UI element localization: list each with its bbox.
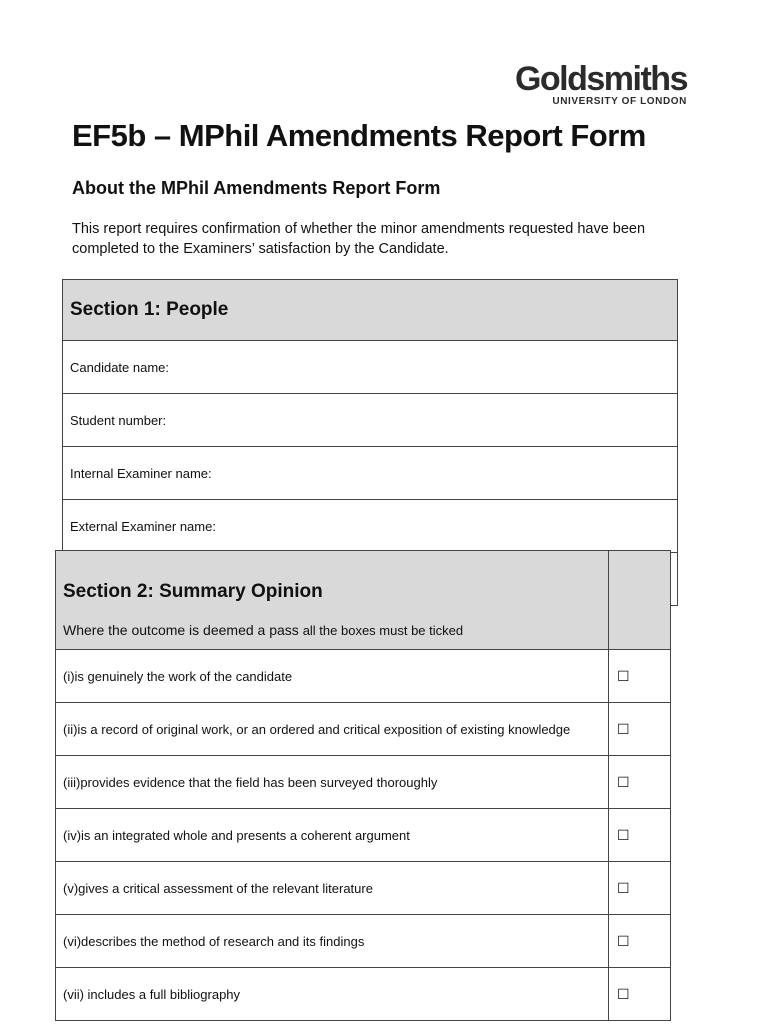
criterion-item: (i)is genuinely the work of the candidate [56, 650, 609, 703]
internal-examiner-field[interactable]: Internal Examiner name: [63, 447, 678, 500]
about-heading: About the MPhil Amendments Report Form [72, 178, 441, 198]
criterion-item: (vi)describes the method of research and its findings [56, 915, 609, 968]
criterion-item: (ii)is a record of original work, or an ordered and critical exposition of existing knowledge [56, 703, 609, 756]
checkbox-icon[interactable]: ☐ [609, 703, 671, 756]
section2-title: Section 2: Summary Opinion [63, 580, 323, 602]
checkbox-icon[interactable]: ☐ [609, 862, 671, 915]
criterion-item: (iv)is an integrated whole and presents a coherent argument [56, 809, 609, 862]
candidate-name-field[interactable]: Candidate name: [63, 341, 678, 394]
checkbox-icon[interactable]: ☐ [609, 650, 671, 703]
criterion-item: (iii)provides evidence that the field has been surveyed thoroughly [56, 756, 609, 809]
logo-wordmark: Goldsmiths [514, 60, 687, 98]
section2-header [56, 551, 609, 650]
external-examiner-field[interactable]: External Examiner name: [63, 500, 678, 553]
form-title: EF5b – MPhil Amendments Report Form [72, 118, 646, 153]
student-number-field[interactable]: Student number: [63, 394, 678, 447]
section2-summary-table [55, 550, 671, 1021]
about-text: This report requires confirmation of whether the minor amendments requested have been completed to the Examiners’ satisfaction by the Candidate. [72, 221, 646, 257]
checkbox-icon[interactable]: ☐ [609, 809, 671, 862]
criterion-item: (vii) includes a full bibliography [56, 968, 609, 1021]
goldsmiths-logo [515, 60, 687, 107]
section2-note-small: all the boxes must be ticked [302, 622, 464, 638]
section2-header-box [609, 551, 671, 650]
section1-title: Section 1: People [63, 280, 678, 341]
section2-note-main: Where the outcome is deemed a pass [63, 621, 299, 638]
criterion-item: (v)gives a critical assessment of the relevant literature [56, 862, 609, 915]
checkbox-icon[interactable]: ☐ [609, 756, 671, 809]
checkbox-icon[interactable]: ☐ [609, 968, 671, 1021]
logo-subtitle: UNIVERSITY OF LONDON [552, 96, 687, 107]
section2-note [63, 622, 608, 638]
checkbox-icon[interactable]: ☐ [609, 915, 671, 968]
